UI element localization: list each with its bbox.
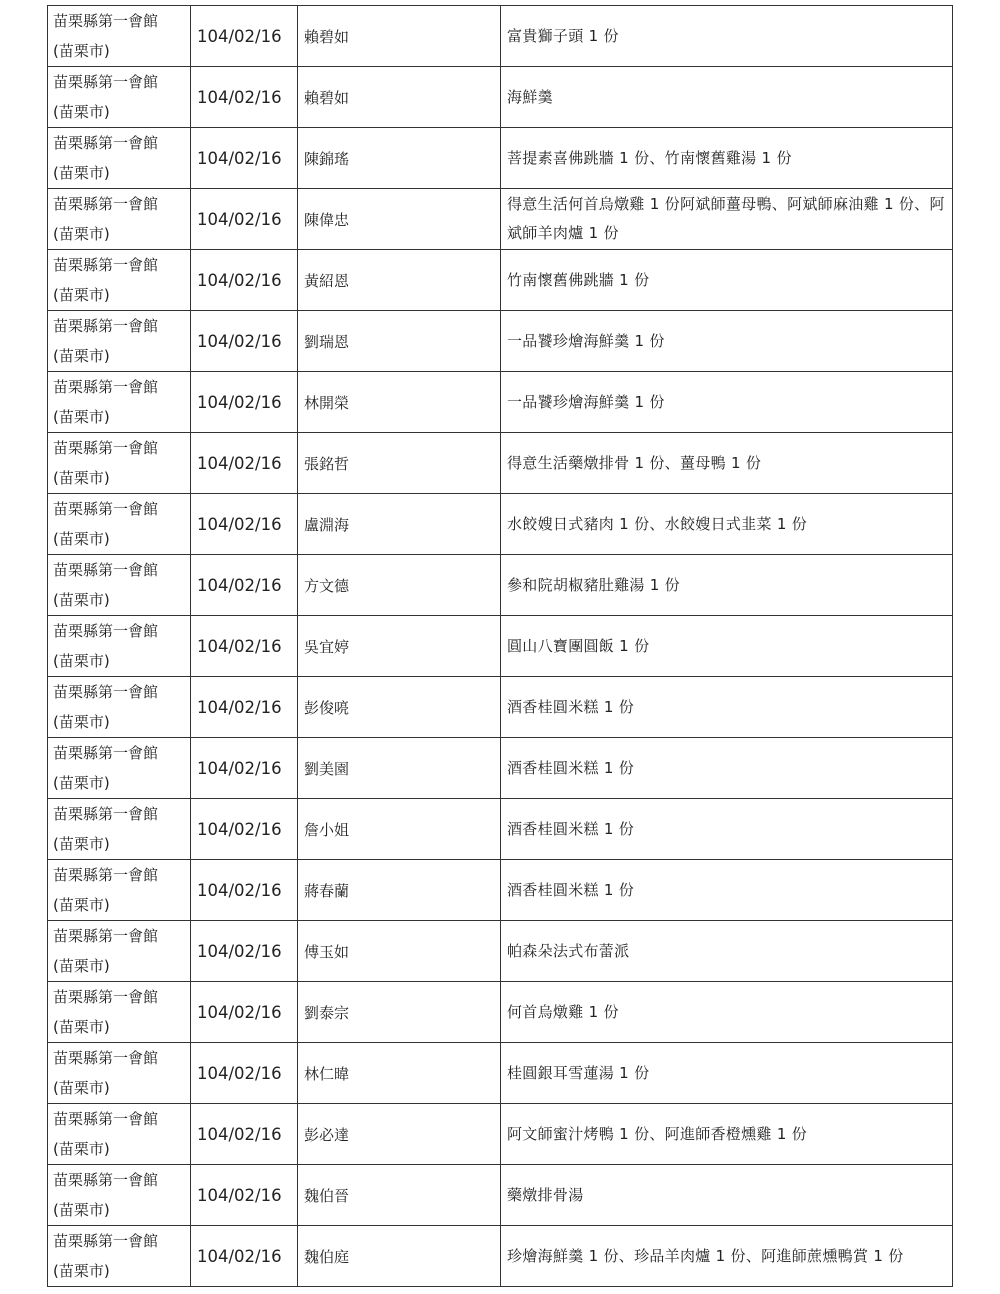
venue-cell bbox=[48, 372, 191, 433]
name-cell: 賴碧如 bbox=[298, 6, 501, 67]
table-row bbox=[48, 677, 953, 738]
item-cell: 酒香桂圓米糕 1 份 bbox=[501, 860, 953, 921]
venue-name: 苗栗縣第一會館 bbox=[53, 500, 159, 518]
table-row bbox=[48, 1104, 953, 1165]
table-row bbox=[48, 494, 953, 555]
venue-cell bbox=[48, 860, 191, 921]
date-cell: 104/02/16 bbox=[191, 372, 298, 433]
venue-cell bbox=[48, 1226, 191, 1287]
date-cell: 104/02/16 bbox=[191, 860, 298, 921]
table-row bbox=[48, 128, 953, 189]
venue-name: 苗栗縣第一會館 bbox=[53, 256, 159, 274]
venue-name: 苗栗縣第一會館 bbox=[53, 1171, 159, 1189]
venue-name: 苗栗縣第一會館 bbox=[53, 561, 159, 579]
venue-city: (苗栗市) bbox=[53, 347, 110, 365]
venue-cell bbox=[48, 6, 191, 67]
venue-city: (苗栗市) bbox=[53, 652, 110, 670]
date-cell: 104/02/16 bbox=[191, 311, 298, 372]
date-cell: 104/02/16 bbox=[191, 1043, 298, 1104]
table-row bbox=[48, 799, 953, 860]
date-cell: 104/02/16 bbox=[191, 799, 298, 860]
item-cell: 海鮮羹 bbox=[501, 67, 953, 128]
item-cell: 酒香桂圓米糕 1 份 bbox=[501, 677, 953, 738]
name-cell: 張銘哲 bbox=[298, 433, 501, 494]
date-cell: 104/02/16 bbox=[191, 250, 298, 311]
venue-city: (苗栗市) bbox=[53, 1018, 110, 1036]
venue-city: (苗栗市) bbox=[53, 164, 110, 182]
venue-city: (苗栗市) bbox=[53, 713, 110, 731]
table-row bbox=[48, 189, 953, 250]
order-table-body bbox=[48, 6, 953, 1287]
name-cell: 陳錦瑤 bbox=[298, 128, 501, 189]
venue-cell bbox=[48, 494, 191, 555]
name-cell: 魏伯庭 bbox=[298, 1226, 501, 1287]
item-cell: 一品饕珍燴海鮮羹 1 份 bbox=[501, 311, 953, 372]
venue-city: (苗栗市) bbox=[53, 1262, 110, 1280]
venue-cell bbox=[48, 921, 191, 982]
date-cell: 104/02/16 bbox=[191, 921, 298, 982]
name-cell: 方文德 bbox=[298, 555, 501, 616]
date-cell: 104/02/16 bbox=[191, 738, 298, 799]
venue-cell bbox=[48, 1165, 191, 1226]
name-cell: 彭必達 bbox=[298, 1104, 501, 1165]
table-row bbox=[48, 555, 953, 616]
name-cell: 劉瑞恩 bbox=[298, 311, 501, 372]
date-cell: 104/02/16 bbox=[191, 1104, 298, 1165]
name-cell: 賴碧如 bbox=[298, 67, 501, 128]
date-cell: 104/02/16 bbox=[191, 1165, 298, 1226]
item-cell: 何首烏燉雞 1 份 bbox=[501, 982, 953, 1043]
venue-name: 苗栗縣第一會館 bbox=[53, 378, 159, 396]
venue-city: (苗栗市) bbox=[53, 1079, 110, 1097]
venue-cell bbox=[48, 433, 191, 494]
name-cell: 蔣春蘭 bbox=[298, 860, 501, 921]
venue-city: (苗栗市) bbox=[53, 469, 110, 487]
date-cell: 104/02/16 bbox=[191, 555, 298, 616]
date-cell: 104/02/16 bbox=[191, 189, 298, 250]
table-row bbox=[48, 67, 953, 128]
venue-name: 苗栗縣第一會館 bbox=[53, 73, 159, 91]
date-cell: 104/02/16 bbox=[191, 494, 298, 555]
venue-cell bbox=[48, 189, 191, 250]
table-row bbox=[48, 1165, 953, 1226]
name-cell: 魏伯晉 bbox=[298, 1165, 501, 1226]
venue-name: 苗栗縣第一會館 bbox=[53, 317, 159, 335]
item-cell: 藥燉排骨湯 bbox=[501, 1165, 953, 1226]
venue-name: 苗栗縣第一會館 bbox=[53, 744, 159, 762]
venue-city: (苗栗市) bbox=[53, 896, 110, 914]
venue-name: 苗栗縣第一會館 bbox=[53, 988, 159, 1006]
venue-cell bbox=[48, 738, 191, 799]
table-row bbox=[48, 6, 953, 67]
table-row bbox=[48, 616, 953, 677]
table-row bbox=[48, 1226, 953, 1287]
item-cell: 富貴獅子頭 1 份 bbox=[501, 6, 953, 67]
name-cell: 陳偉忠 bbox=[298, 189, 501, 250]
venue-city: (苗栗市) bbox=[53, 591, 110, 609]
venue-cell bbox=[48, 311, 191, 372]
table-row bbox=[48, 921, 953, 982]
venue-city: (苗栗市) bbox=[53, 835, 110, 853]
venue-name: 苗栗縣第一會館 bbox=[53, 927, 159, 945]
date-cell: 104/02/16 bbox=[191, 128, 298, 189]
table-row bbox=[48, 738, 953, 799]
name-cell: 傅玉如 bbox=[298, 921, 501, 982]
date-cell: 104/02/16 bbox=[191, 677, 298, 738]
venue-cell bbox=[48, 1104, 191, 1165]
venue-city: (苗栗市) bbox=[53, 42, 110, 60]
item-cell: 帕森朵法式布蕾派 bbox=[501, 921, 953, 982]
document-page bbox=[47, 5, 952, 1287]
item-cell: 圓山八寶團圓飯 1 份 bbox=[501, 616, 953, 677]
venue-cell bbox=[48, 128, 191, 189]
item-cell: 水餃嫂日式豬肉 1 份、水餃嫂日式韭菜 1 份 bbox=[501, 494, 953, 555]
venue-city: (苗栗市) bbox=[53, 1140, 110, 1158]
venue-cell bbox=[48, 67, 191, 128]
date-cell: 104/02/16 bbox=[191, 616, 298, 677]
name-cell: 吳宜婷 bbox=[298, 616, 501, 677]
venue-name: 苗栗縣第一會館 bbox=[53, 683, 159, 701]
name-cell: 劉泰宗 bbox=[298, 982, 501, 1043]
table-row bbox=[48, 1043, 953, 1104]
date-cell: 104/02/16 bbox=[191, 6, 298, 67]
table-row bbox=[48, 433, 953, 494]
venue-city: (苗栗市) bbox=[53, 1201, 110, 1219]
name-cell: 彭俊喨 bbox=[298, 677, 501, 738]
venue-city: (苗栗市) bbox=[53, 530, 110, 548]
venue-city: (苗栗市) bbox=[53, 225, 110, 243]
venue-cell bbox=[48, 677, 191, 738]
name-cell: 詹小姐 bbox=[298, 799, 501, 860]
item-cell: 得意生活何首烏燉雞 1 份阿斌師薑母鴨、阿斌師麻油雞 1 份、阿斌師羊肉爐 1 份 bbox=[501, 189, 953, 250]
name-cell: 林仁暐 bbox=[298, 1043, 501, 1104]
item-cell: 參和院胡椒豬肚雞湯 1 份 bbox=[501, 555, 953, 616]
table-row bbox=[48, 860, 953, 921]
venue-city: (苗栗市) bbox=[53, 408, 110, 426]
venue-cell bbox=[48, 1043, 191, 1104]
item-cell: 菩提素喜佛跳牆 1 份、竹南懷舊雞湯 1 份 bbox=[501, 128, 953, 189]
item-cell: 得意生活藥燉排骨 1 份、薑母鴨 1 份 bbox=[501, 433, 953, 494]
item-cell: 桂圓銀耳雪蓮湯 1 份 bbox=[501, 1043, 953, 1104]
venue-cell bbox=[48, 250, 191, 311]
name-cell: 盧淵海 bbox=[298, 494, 501, 555]
venue-cell bbox=[48, 982, 191, 1043]
item-cell: 珍燴海鮮羹 1 份、珍品羊肉爐 1 份、阿進師蔗燻鴨賞 1 份 bbox=[501, 1226, 953, 1287]
table-row bbox=[48, 372, 953, 433]
item-cell: 一品饕珍燴海鮮羹 1 份 bbox=[501, 372, 953, 433]
order-table bbox=[47, 5, 953, 1287]
name-cell: 劉美園 bbox=[298, 738, 501, 799]
venue-name: 苗栗縣第一會館 bbox=[53, 439, 159, 457]
venue-cell bbox=[48, 616, 191, 677]
venue-city: (苗栗市) bbox=[53, 103, 110, 121]
venue-city: (苗栗市) bbox=[53, 774, 110, 792]
venue-name: 苗栗縣第一會館 bbox=[53, 1232, 159, 1250]
venue-name: 苗栗縣第一會館 bbox=[53, 866, 159, 884]
name-cell: 黃紹恩 bbox=[298, 250, 501, 311]
venue-name: 苗栗縣第一會館 bbox=[53, 805, 159, 823]
item-cell: 竹南懷舊佛跳牆 1 份 bbox=[501, 250, 953, 311]
venue-name: 苗栗縣第一會館 bbox=[53, 12, 159, 30]
venue-name: 苗栗縣第一會館 bbox=[53, 1049, 159, 1067]
date-cell: 104/02/16 bbox=[191, 982, 298, 1043]
item-cell: 酒香桂圓米糕 1 份 bbox=[501, 738, 953, 799]
table-row bbox=[48, 982, 953, 1043]
venue-name: 苗栗縣第一會館 bbox=[53, 1110, 159, 1128]
date-cell: 104/02/16 bbox=[191, 433, 298, 494]
venue-name: 苗栗縣第一會館 bbox=[53, 622, 159, 640]
item-cell: 阿文師蜜汁烤鴨 1 份、阿進師香橙燻雞 1 份 bbox=[501, 1104, 953, 1165]
venue-name: 苗栗縣第一會館 bbox=[53, 195, 159, 213]
date-cell: 104/02/16 bbox=[191, 67, 298, 128]
venue-name: 苗栗縣第一會館 bbox=[53, 134, 159, 152]
venue-city: (苗栗市) bbox=[53, 957, 110, 975]
table-row bbox=[48, 250, 953, 311]
date-cell: 104/02/16 bbox=[191, 1226, 298, 1287]
item-cell: 酒香桂圓米糕 1 份 bbox=[501, 799, 953, 860]
venue-city: (苗栗市) bbox=[53, 286, 110, 304]
venue-cell bbox=[48, 555, 191, 616]
venue-cell bbox=[48, 799, 191, 860]
table-row bbox=[48, 311, 953, 372]
name-cell: 林開榮 bbox=[298, 372, 501, 433]
